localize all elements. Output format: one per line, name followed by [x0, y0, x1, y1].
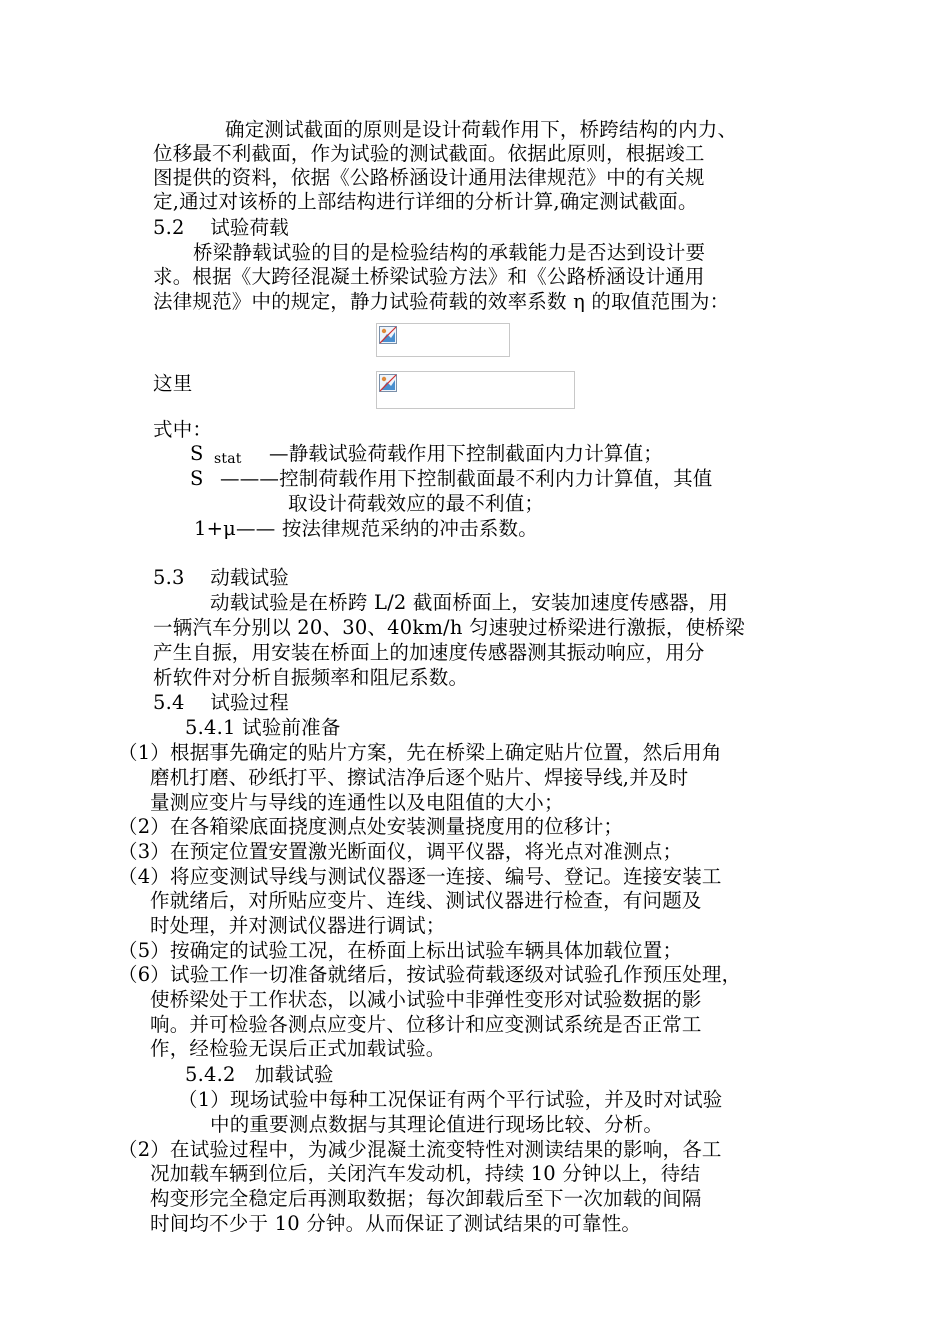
- list1-item3: （3）在预定位置安置激光断面仪，调平仪器，将光点对准测点；: [118, 840, 683, 863]
- list1-item1-line-1: （1）根据事先确定的贴片方案，先在桥梁上确定贴片位置，然后用角: [118, 741, 722, 764]
- para3-line-3: 产生自振，用安装在桥面上的加速度传感器测其振动响应，用分: [153, 641, 705, 664]
- list2-item2-line-2: 况加载车辆到位后，关闭汽车发动机，持续 10 分钟以上，待结: [118, 1162, 701, 1185]
- list1-item1-line-3: 量测应变片与导线的连通性以及电阻值的大小；: [118, 791, 564, 814]
- section-5-2-heading: 5.2 试验荷载: [153, 216, 290, 239]
- shizhong-label: 式中：: [153, 418, 213, 441]
- broken-image-icon: [379, 326, 397, 344]
- para1-line-1: 确定测试截面的原则是设计荷载作用下，桥跨结构的内力、: [225, 118, 738, 141]
- para3-line-2: 一辆汽车分别以 20、30、40km/h 匀速驶过桥梁进行激振，使桥梁: [153, 616, 745, 639]
- para2-line-3: 法律规范》中的规定，静力试验荷载的效率系数 η 的取值范围为：: [153, 290, 730, 313]
- list2-item1-line-2: 中的重要测点数据与其理论值进行现场比较、分析。: [178, 1113, 664, 1136]
- list1-item1-line-2: 磨机打磨、砂纸打平、擦试洁净后逐个贴片、焊接导线,并及时: [118, 766, 689, 789]
- list1-item4-line-2: 作就绪后，对所贴应变片、连线、测试仪器进行检查，有问题及: [118, 889, 702, 912]
- def2-text: ———控制荷载作用下控制截面最不利内力计算值，其值: [220, 467, 713, 490]
- broken-image-icon: [379, 374, 397, 392]
- def1-subscript: stat: [214, 451, 242, 467]
- def1-text: —静载试验荷载作用下控制截面内力计算值；: [269, 442, 664, 465]
- def2-continuation: 取设计荷载效应的最不利值；: [288, 492, 545, 515]
- para1-line-2: 位移最不利截面，作为试验的测试截面。依据此原则，根据竣工: [153, 142, 705, 165]
- list1-item6-line-4: 作，经检验无误后正式加载试验。: [118, 1037, 446, 1060]
- list1-item4-line-3: 时处理，并对测试仪器进行调试；: [118, 914, 446, 937]
- list2-item2-line-1: （2）在试验过程中，为减少混凝土流变特性对测读结果的影响，各工: [118, 1138, 722, 1161]
- section-5-4-2-heading: 5.4.2 加载试验: [185, 1063, 334, 1086]
- para3-line-4: 析软件对分析自振频率和阻尼系数。: [153, 666, 469, 689]
- para3-line-1: 动载试验是在桥跨 L/2 截面桥面上，安装加速度传感器，用: [210, 591, 729, 614]
- section-5-3-heading: 5.3 动载试验: [153, 566, 290, 589]
- list2-item1-line-1: （1）现场试验中每种工况保证有两个平行试验，并及时对试验: [178, 1088, 723, 1111]
- section-5-4-1-heading: 5.4.1 试验前准备: [185, 716, 341, 739]
- list1-item4-line-1: （4）将应变测试导线与测试仪器逐一连接、编号、登记。连接安装工: [118, 865, 722, 888]
- def2-symbol: S: [190, 467, 204, 490]
- para2-line-1: 桥梁静载试验的目的是检验结构的承载能力是否达到设计要: [193, 241, 706, 264]
- list1-item2: （2）在各箱梁底面挠度测点处安装测量挠度用的位移计；: [118, 815, 624, 838]
- def3-text: 1+μ—— 按法律规范采纳的冲击系数。: [194, 517, 538, 540]
- list1-item6-line-3: 响。并可检验各测点应变片、位移计和应变测试系统是否正常工: [118, 1013, 702, 1036]
- list1-item6-line-2: 使桥梁处于工作状态，以减小试验中非弹性变形对试验数据的影: [118, 988, 702, 1011]
- zheli-label: 这里: [153, 372, 193, 395]
- section-5-4-heading: 5.4 试验过程: [153, 691, 290, 714]
- list1-item6-line-1: （6）试验工作一切准备就绪后，按试验荷载逐级对试验孔作预压处理，: [118, 963, 742, 986]
- list2-item2-line-4: 时间均不少于 10 分钟。从而保证了测试结果的可靠性。: [118, 1212, 642, 1235]
- para2-line-2: 求。根据《大跨径混凝土桥梁试验方法》和《公路桥涵设计通用: [153, 265, 705, 288]
- list2-item2-line-3: 构变形完全稳定后再测取数据；每次卸载后至下一次加载的间隔: [118, 1187, 702, 1210]
- def1-symbol: S: [190, 442, 204, 465]
- para1-line-3: 图提供的资料，依据《公路桥涵设计通用法律规范》中的有关规: [153, 166, 705, 189]
- list1-item5: （5）按确定的试验工况，在桥面上标出试验车辆具体加载位置；: [118, 939, 683, 962]
- formula-image-1: [376, 323, 510, 357]
- formula-image-2: [376, 371, 575, 409]
- para1-line-4: 定,通过对该桥的上部结构进行详细的分析计算,确定测试截面。: [153, 190, 698, 213]
